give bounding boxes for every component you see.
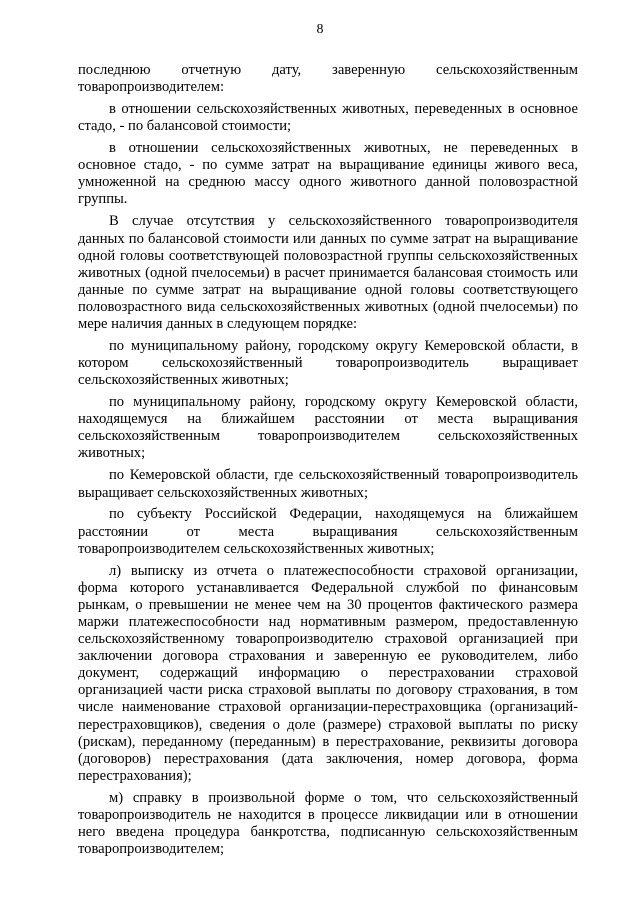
document-body: [78, 62, 578, 863]
paragraph-livestock-transferred: в отношении сельскохозяйственных животных, переведенных в основное стадо, - по балансовой стоимости;: [78, 101, 578, 135]
paragraph-item-l: л) выписку из отчета о платежеспособности страховой организации, форма которого устанавливается Федеральной службой по финансовым рынкам, о превышении не менее чем на 30 процентов фактического размера маржи платежеспособности над нормативным размером, предоставленную сельскохозяйственному товаропроизводителю страховой организацией при заключении договора страхования и заверенную ее руководителем, либо документ, содержащий информацию о перестраховании страховой организацией части риска страховой выплаты по договору страхования, в том числе наименование страховой организации-перестраховщика (организаций-перестраховщиков), сведения о доле (размере) страховой выплаты по риску (рискам), переданному (переданным) в перестрахование, реквизиты договора (договоров) перестрахования (дата заключения, номер договора, форма перестрахования);: [78, 562, 578, 784]
paragraph-item-m: м) справку в произвольной форме о том, что сельскохозяйственный товаропроизводитель не находится в процессе ликвидации или в отношении него введена процедура банкротства, подписанную сельскохозяйственным товаропроизводителем;: [78, 789, 578, 858]
paragraph-by-municipal-district: по муниципальному району, городскому округу Кемеровской области, в котором сельскохозяйственный товаропроизводитель выращивает сельскохозяйственных животных;: [78, 337, 578, 389]
paragraph-absence-of-data: В случае отсутствия у сельскохозяйственного товаропроизводителя данных по балансовой стоимости или данных по сумме затрат на выращивание одной головы соответствующей половозрастной группы сельскохозяйственных животных (одной пчелосемьи) в расчет принимается балансовая стоимость или данные по сумме затрат на выращивание одной головы соответствующего половозрастного вида сельскохозяйственных животных (одной пчелосемьи) по мере наличия данных в следующем порядке:: [78, 213, 578, 332]
page-number: 8: [316, 22, 324, 37]
paragraph-by-federal-subject: по субъекту Российской Федерации, находящемуся на ближайшем расстоянии от места выращивания сельскохозяйственным товаропроизводителем сельскохозяйственных животных;: [78, 506, 578, 557]
paragraph-by-kemerovo-region: по Кемеровской области, где сельскохозяйственный товаропроизводитель выращивает сельскохозяйственных животных;: [78, 467, 578, 501]
paragraph-by-nearest-municipal-district: по муниципальному району, городскому округу Кемеровской области, находящемуся на ближайшем расстоянии от места выращивания сельскохозяйственным товаропроизводителем сельскохозяйственных животных;: [78, 394, 578, 462]
paragraph-continuation: последнюю отчетную дату, заверенную сельскохозяйственным товаропроизводителем:: [78, 62, 578, 96]
paragraph-livestock-not-transferred: в отношении сельскохозяйственных животных, не переведенных в основное стадо, - по сумме затрат на выращивание единицы живого веса, умноженной на среднюю массу одного животного данной половозрастной группы.: [78, 140, 578, 208]
